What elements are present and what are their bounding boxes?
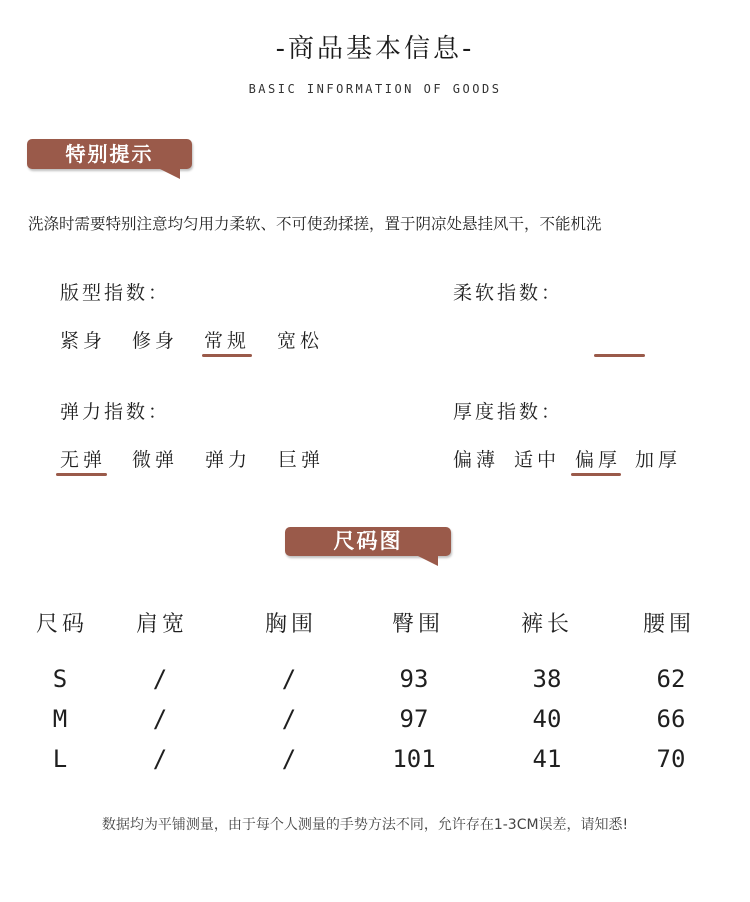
size-chart-banner-tail xyxy=(418,556,438,566)
size-chart-banner-label: 尺码图 xyxy=(333,529,403,553)
elasticity-option: 弹力 xyxy=(205,449,252,471)
notice-banner-tail xyxy=(160,169,180,179)
notice-banner xyxy=(27,139,192,169)
elasticity-option-selected: 无弹 xyxy=(60,449,107,471)
size-table-cell: / xyxy=(152,665,168,693)
measurement-footnote: 数据均为平铺测量，由于每个人测量的手势方法不同，允许存在1-3CM误差，请知悉! xyxy=(101,817,629,833)
page-title: -商品基本信息- xyxy=(275,34,475,64)
fit-option: 修身 xyxy=(132,330,179,352)
size-table-cell: 62 xyxy=(656,665,686,693)
size-table-cell: / xyxy=(281,745,297,773)
softness-index-label: 柔软指数： xyxy=(453,282,564,304)
thickness-option: 偏薄 xyxy=(453,449,500,471)
size-table-cell: 93 xyxy=(399,665,429,693)
elasticity-option: 巨弹 xyxy=(278,449,325,471)
size-table-cell: 41 xyxy=(532,745,562,773)
size-table-cell: 40 xyxy=(532,705,562,733)
size-table-header: 裤长 xyxy=(520,612,573,637)
size-table-cell: / xyxy=(281,665,297,693)
elasticity-index-label: 弹力指数： xyxy=(60,401,171,423)
fit-index-label: 版型指数： xyxy=(60,282,171,304)
size-table-cell: / xyxy=(152,705,168,733)
thickness-option: 适中 xyxy=(514,449,561,471)
size-table-cell: 38 xyxy=(532,665,562,693)
elasticity-selected-underline xyxy=(56,473,107,476)
thickness-option: 加厚 xyxy=(635,449,682,471)
size-table-header: 腰围 xyxy=(642,612,695,637)
thickness-selected-underline xyxy=(571,473,621,476)
page-subtitle: BASIC INFORMATION OF GOODS xyxy=(248,82,502,96)
fit-option: 紧身 xyxy=(60,330,107,352)
softness-selected-underline xyxy=(594,354,645,357)
size-table-header: 胸围 xyxy=(264,612,317,637)
elasticity-option: 微弹 xyxy=(132,449,179,471)
size-table-cell: L xyxy=(52,745,68,773)
fit-option: 宽松 xyxy=(277,330,324,352)
size-table-header: 尺码 xyxy=(35,612,88,637)
size-table-cell: 70 xyxy=(656,745,686,773)
size-table-cell: / xyxy=(152,745,168,773)
size-table-cell: 101 xyxy=(392,745,436,773)
fit-option-selected: 常规 xyxy=(204,330,251,352)
size-table-header: 臀围 xyxy=(391,612,444,637)
fit-selected-underline xyxy=(202,354,252,357)
size-table-header: 肩宽 xyxy=(135,612,188,637)
size-table-cell: 66 xyxy=(656,705,686,733)
notice-banner-label: 特别提示 xyxy=(65,142,154,166)
size-table-cell: S xyxy=(52,665,68,693)
size-chart-banner xyxy=(285,527,451,556)
size-table-cell: 97 xyxy=(399,705,429,733)
size-table-cell: / xyxy=(281,705,297,733)
thickness-index-label: 厚度指数： xyxy=(453,401,564,423)
thickness-option-selected: 偏厚 xyxy=(575,449,622,471)
care-notice: 洗涤时需要特别注意均匀用力柔软、不可使劲揉搓，置于阴凉处悬挂风干，不能机洗 xyxy=(28,215,602,233)
size-table-cell: M xyxy=(52,705,68,733)
